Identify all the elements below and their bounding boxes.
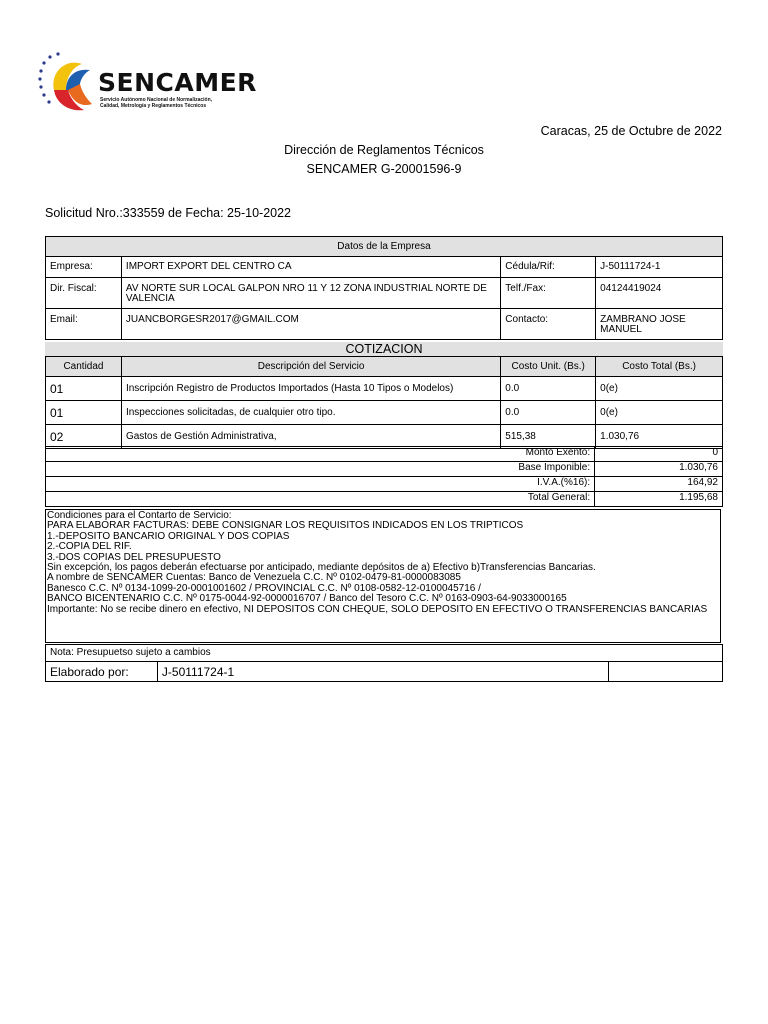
nota-text: Nota: Presupuetso sujeto a cambios — [46, 645, 723, 662]
condicion-line: 3.-DOS COPIAS DEL PRESUPUESTO — [47, 551, 221, 563]
cotizacion-table — [45, 356, 723, 449]
cotizacion-title: COTIZACION — [45, 342, 723, 356]
col-costo-unit: Costo Unit. (Bs.) — [501, 357, 596, 377]
empresa-label: Empresa: — [46, 257, 122, 278]
dir-label: Dir. Fiscal: — [46, 278, 122, 309]
logo-name: SENCAMER — [98, 68, 257, 97]
dir-value: AV NORTE SUR LOCAL GALPON NRO 11 Y 12 ZONA INDUSTRIAL NORTE DE VALENCIA — [121, 278, 500, 309]
document-date: Caracas, 25 de Octubre de 2022 — [540, 124, 722, 138]
condicion-line: PARA ELABORAR FACTURAS: DEBE CONSIGNAR LOS REQUISITOS INDICADOS EN LOS TRIPTICOS — [47, 520, 524, 532]
iva-label: I.V.A.(%16): — [46, 477, 595, 492]
row-unit: 0.0 — [501, 377, 596, 401]
col-cantidad: Cantidad — [46, 357, 122, 377]
header-line2: SENCAMER G-20001596-9 — [306, 162, 462, 176]
row-desc: Gastos de Gestión Administrativa, — [121, 425, 500, 449]
monto-exento-label: Monto Exento: — [46, 447, 595, 462]
col-descripcion: Descripción del Servicio — [121, 357, 500, 377]
condicion-line: 2.-COPIA DEL RIF. — [47, 541, 132, 553]
row-qty: 01 — [46, 401, 122, 425]
base-imponible-value: 1.030,76 — [595, 462, 723, 477]
logo-subtitle: Servicio Autónomo Nacional de Normalización, Calidad, Metrología y Reglamentos Técnicos — [100, 97, 213, 109]
telf-label: Telf./Fax: — [501, 278, 596, 309]
contacto-label: Contacto: — [501, 309, 596, 340]
logo-emblem-icon — [36, 50, 100, 118]
row-total: 0(e) — [596, 401, 723, 425]
telf-value: 04124419024 — [596, 278, 723, 309]
row-qty: 02 — [46, 425, 122, 449]
empresa-section-title: Datos de la Empresa — [46, 237, 723, 257]
elaborado-value: J-50111724-1 — [157, 662, 608, 682]
email-value: JUANCBORGESR2017@GMAIL.COM — [121, 309, 500, 340]
row-desc: Inspecciones solicitadas, de cualquier otro tipo. — [121, 401, 500, 425]
empresa-value: IMPORT EXPORT DEL CENTRO CA — [121, 257, 500, 278]
sencamer-logo — [36, 50, 257, 120]
table-row — [46, 425, 723, 449]
elaborado-blank — [609, 662, 723, 682]
total-general-value: 1.195,68 — [595, 492, 723, 507]
condicion-line: Importante: No se recibe dinero en efectivo, NI DEPOSITOS CON CHEQUE, SOLO DEPOSITO EN EFECTIVO O TRANSFERENCIAS BANCARIAS — [47, 603, 708, 615]
elaborado-label: Elaborado por: — [46, 662, 158, 682]
condicion-line: BANCO BICENTENARIO C.C. Nº 0175-0044-92-0000016707 / Banco del Tesoro C.C. Nº 0163-0903-64-9033000165 — [47, 593, 567, 605]
condicion-line: Sin excepción, los pagos deberán efectuarse por anticipado, mediante depósitos de a) Efectivo b)Transferencias Bancarias. — [47, 562, 596, 574]
row-total: 0(e) — [596, 377, 723, 401]
cedula-value: J-50111724-1 — [596, 257, 723, 278]
row-desc: Inscripción Registro de Productos Importados (Hasta 10 Tipos o Modelos) — [121, 377, 500, 401]
row-qty: 01 — [46, 377, 122, 401]
condiciones-block — [45, 509, 721, 643]
condicion-line: Condiciones para el Contarto de Servicio: — [47, 510, 232, 521]
empresa-table — [45, 236, 723, 340]
footer-table — [45, 644, 723, 682]
row-total: 1.030,76 — [596, 425, 723, 449]
col-costo-total: Costo Total (Bs.) — [596, 357, 723, 377]
email-label: Email: — [46, 309, 122, 340]
monto-exento-value: 0 — [595, 447, 723, 462]
solicitud-line: Solicitud Nro.:333559 de Fecha: 25-10-2022 — [45, 206, 291, 220]
total-general-label: Total General: — [46, 492, 595, 507]
totals-table — [45, 446, 723, 507]
cedula-label: Cédula/Rif: — [501, 257, 596, 278]
header-line1: Dirección de Reglamentos Técnicos — [284, 143, 484, 157]
condicion-line: Banesco C.C. Nº 0134-1099-20-0001001602 / PROVINCIAL C.C. Nº 0108-0582-12-0100045716 / — [47, 582, 481, 594]
condicion-line: 1.-DEPOSITO BANCARIO ORIGINAL Y DOS COPIAS — [47, 530, 290, 542]
row-unit: 0.0 — [501, 401, 596, 425]
condicion-line: A nombre de SENCAMER Cuentas: Banco de Venezuela C.C. Nº 0102-0479-81-0000083085 — [47, 572, 461, 584]
table-row — [46, 401, 723, 425]
contacto-value: ZAMBRANO JOSE MANUEL — [596, 309, 723, 340]
row-unit: 515,38 — [501, 425, 596, 449]
base-imponible-label: Base Imponible: — [46, 462, 595, 477]
table-row — [46, 377, 723, 401]
iva-value: 164,92 — [595, 477, 723, 492]
